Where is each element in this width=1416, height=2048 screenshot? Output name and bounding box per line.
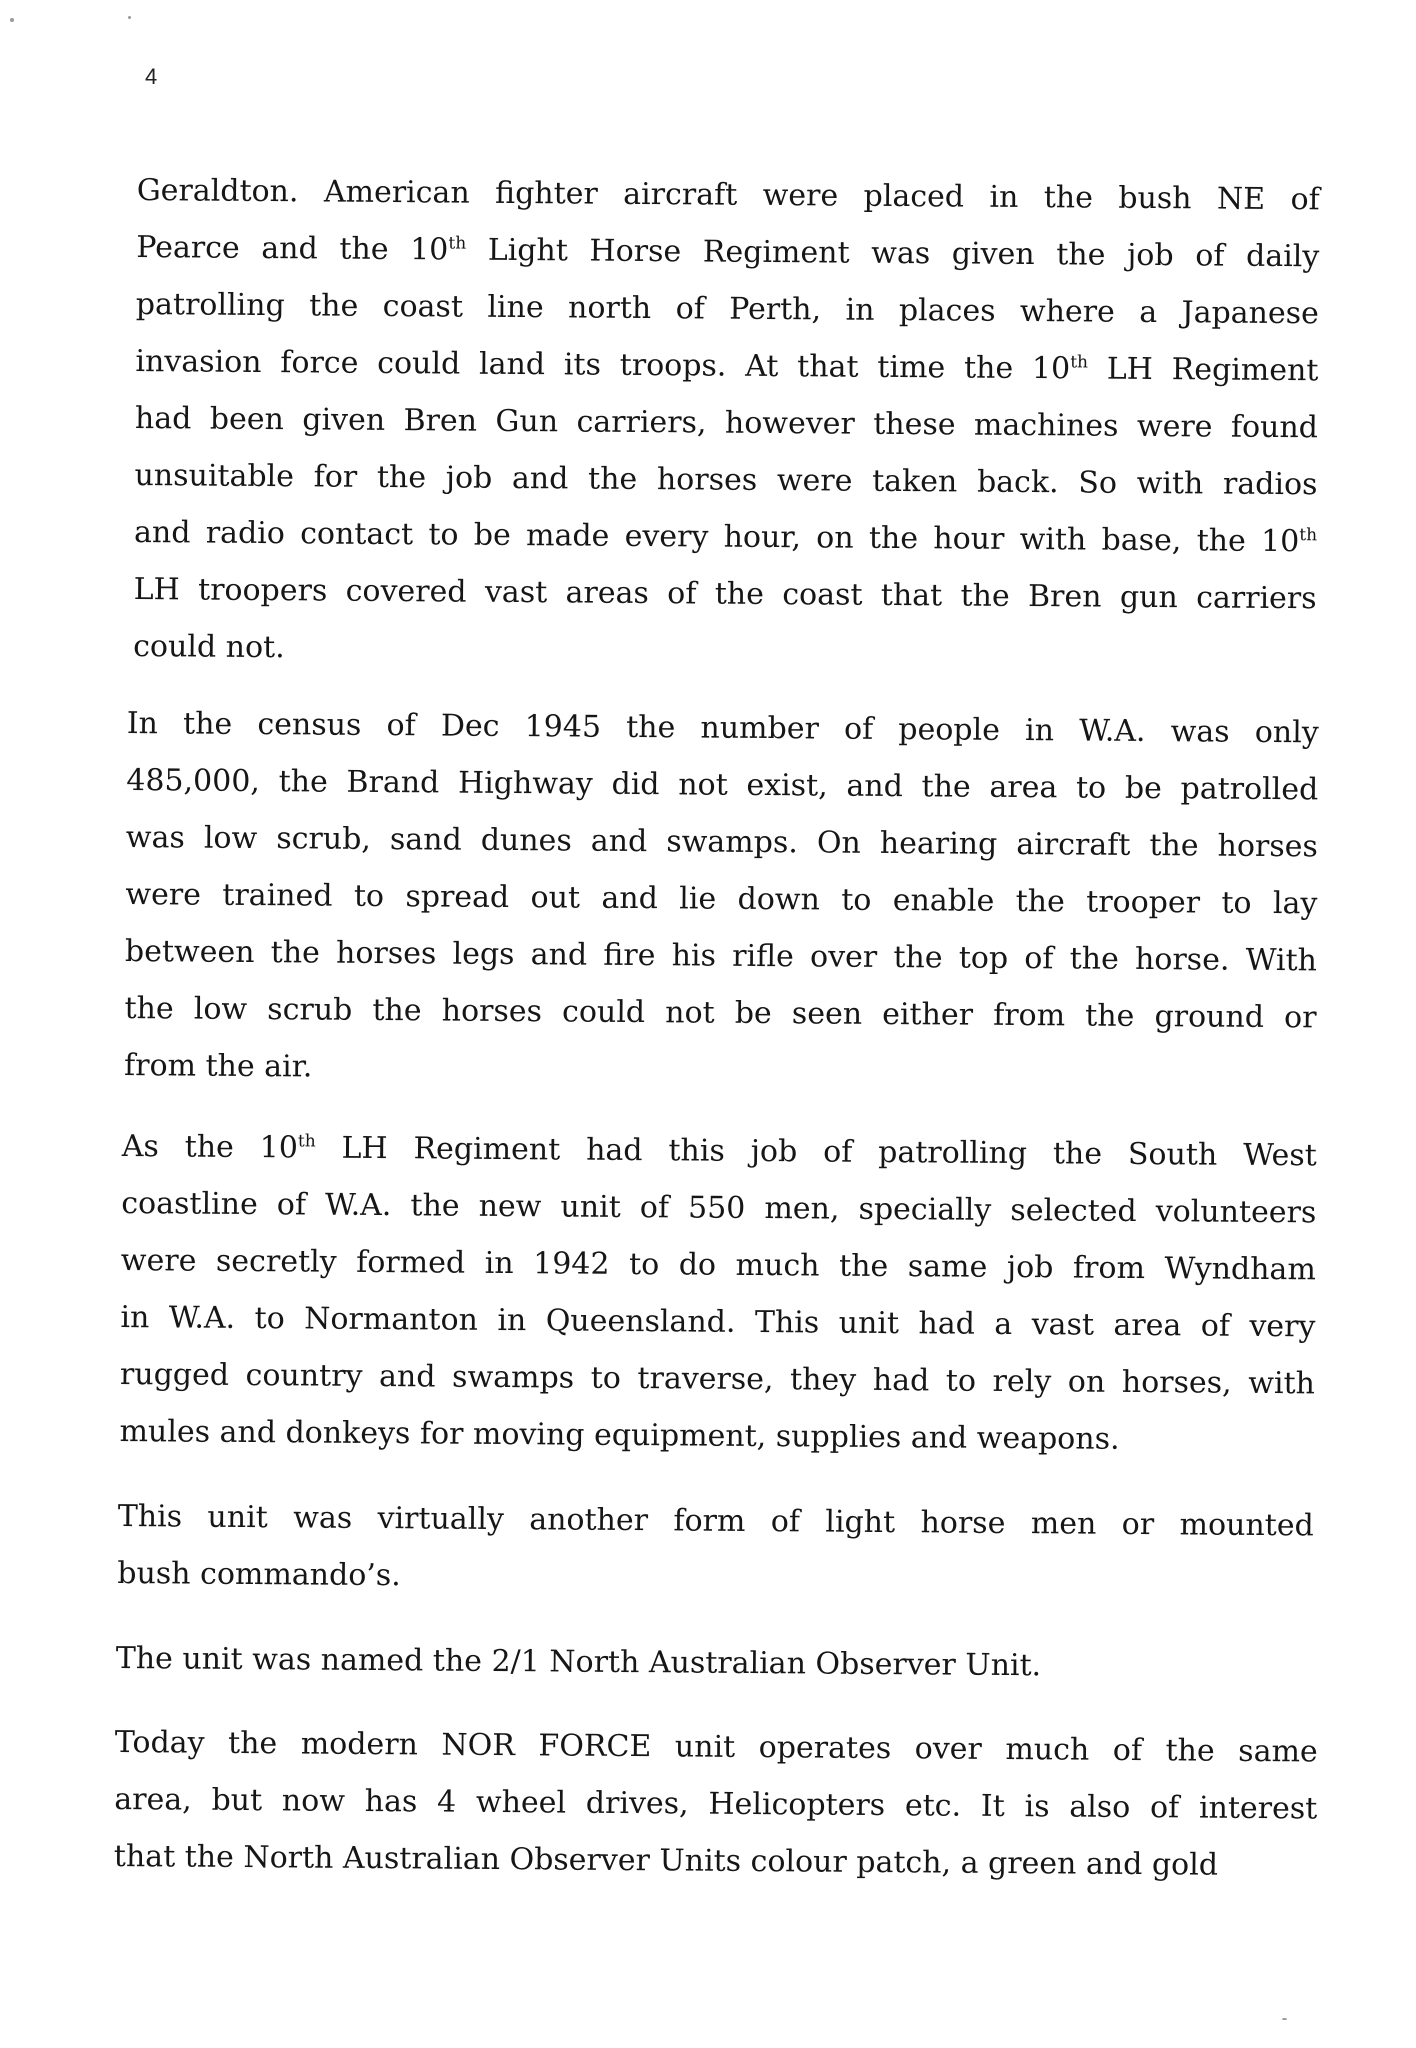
text-line: In the census of Dec 1945 the number of people in W.A. was only <box>126 705 1319 751</box>
ordinal-superscript: th <box>1299 525 1318 546</box>
text-line: coastline of W.A. the new unit of 550 men, specially selected volunteers <box>121 1185 1317 1231</box>
text-line: As the 10th LH Regiment had this job of patrolling the South West <box>121 1128 1317 1174</box>
ordinal-superscript: th <box>297 1131 316 1152</box>
text-line: had been given Bren Gun carriers, however these machines were found <box>134 400 1319 446</box>
paragraph-1 <box>133 162 1320 684</box>
scan-speck <box>128 16 131 19</box>
text-line: unsuitable for the job and the horses were taken back. So with radios <box>134 457 1318 503</box>
text-line: mules and donkeys for moving equipment, supplies and weapons. <box>119 1413 1120 1457</box>
text-line: bush commando’s. <box>117 1555 401 1594</box>
paragraph-3 <box>119 1118 1317 1469</box>
ordinal-superscript: th <box>1070 352 1089 373</box>
text-line: patrolling the coast line north of Perth, in places where a Japanese <box>135 286 1319 332</box>
text-line: and radio contact to be made every hour, on the hour with base, the 10th <box>133 514 1318 560</box>
text-line: that the North Australian Observer Units colour patch, a green and gold <box>113 1838 1219 1883</box>
text-line: could not. <box>133 628 285 666</box>
text-line: Today the modern NOR FORCE unit operates over much of the same <box>114 1724 1318 1770</box>
text-line: Pearce and the 10th Light Horse Regiment was given the job of daily <box>136 229 1320 275</box>
ordinal-superscript: th <box>448 233 467 254</box>
text-line: 485,000, the Brand Highway did not exist, and the area to be patrolled <box>126 762 1319 808</box>
text-line: rugged country and swamps to traverse, they had to rely on horses, with <box>119 1356 1316 1402</box>
text-line: invasion force could land its troops. At that time the 10th LH Regiment <box>135 343 1319 389</box>
text-line: the low scrub the horses could not be seen either from the ground or <box>124 990 1317 1036</box>
paragraph-2 <box>124 695 1319 1103</box>
text-line: from the air. <box>123 1047 313 1085</box>
text-line: LH troopers covered vast areas of the coast that the Bren gun carriers <box>133 571 1317 617</box>
paragraph-6 <box>114 1714 1318 1894</box>
text-line: between the horses legs and fire his rifle over the top of the horse. With <box>124 933 1318 979</box>
text-line: area, but now has 4 wheel drives, Helicopters etc. It is also of interest <box>114 1781 1318 1827</box>
text-line: was low scrub, sand dunes and swamps. On hearing aircraft the horses <box>125 819 1318 865</box>
text-line: The unit was named the 2/1 North Australian Observer Unit. <box>115 1640 1042 1684</box>
scan-speck <box>1282 2018 1287 2020</box>
text-line: This unit was virtually another form of light horse men or mounted <box>117 1498 1314 1544</box>
page-number: 4 <box>145 64 158 89</box>
paragraph-5 <box>116 1630 1316 1696</box>
scan-speck <box>10 18 14 22</box>
paragraph-4 <box>117 1488 1314 1611</box>
text-line: were secretly formed in 1942 to do much the same job from Wyndham <box>120 1242 1316 1288</box>
text-line: in W.A. to Normanton in Queensland. This unit had a vast area of very <box>120 1299 1316 1345</box>
text-line: were trained to spread out and lie down to enable the trooper to lay <box>125 876 1318 922</box>
text-line: Geraldton. American fighter aircraft were placed in the bush NE of <box>136 172 1320 218</box>
